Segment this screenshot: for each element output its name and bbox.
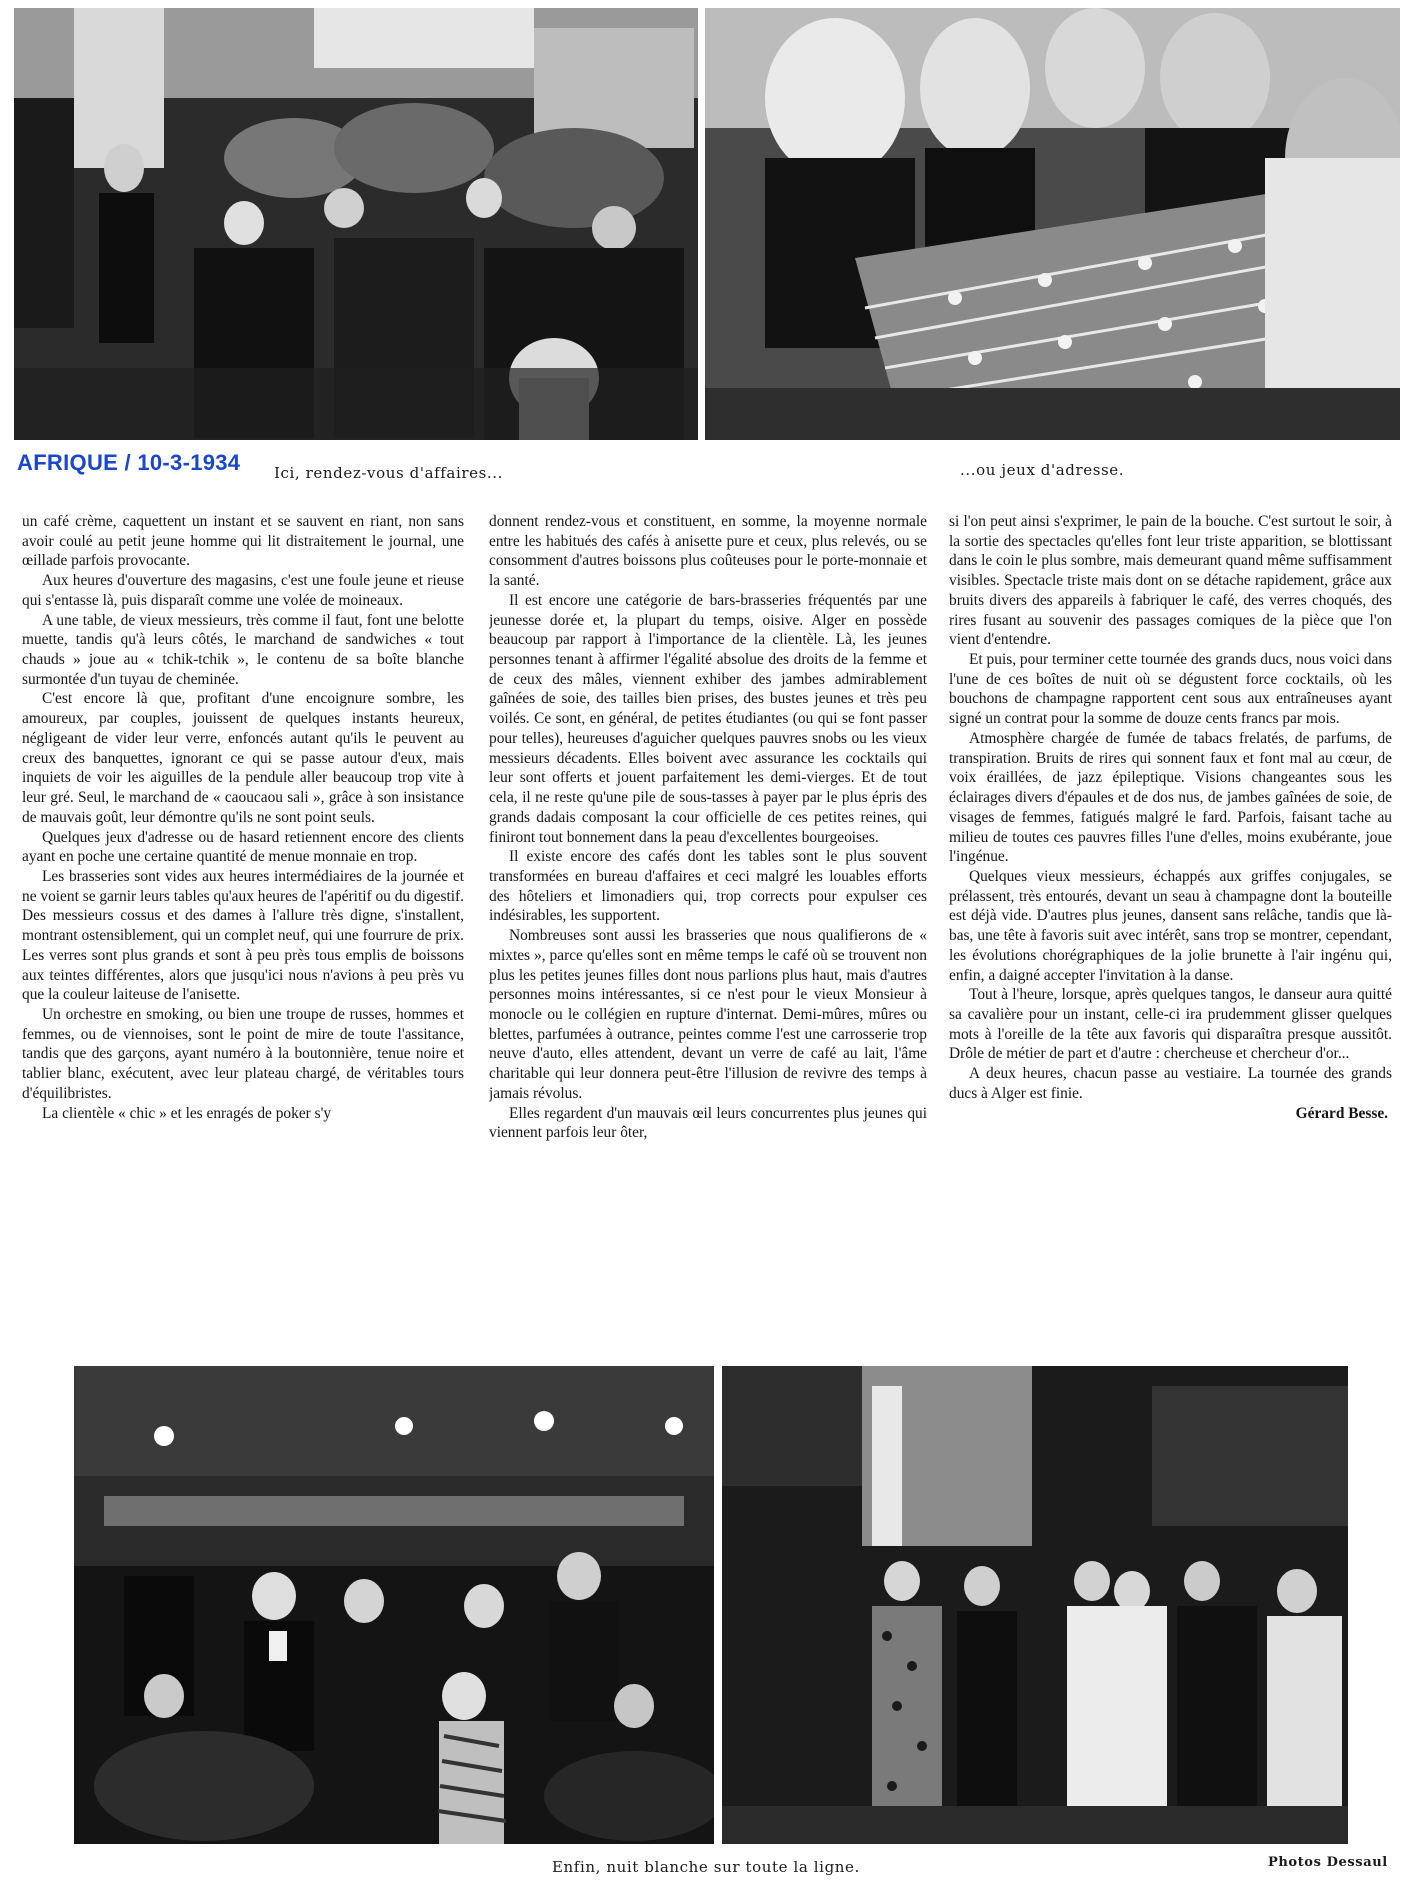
paragraph: Un orchestre en smoking, ou bien une troupe de russes, hommes et femmes, ou de viennoises, sont le point de mire de toute l'assitance, tandis que des garçons, ayant numéro à la boutonnière, tenue noire et tablier blanc, exécutent, avec leur plateau chargé, de véritables tours d'équilibristes. — [22, 1005, 464, 1102]
paragraph: Quelques vieux messieurs, échappés aux griffes conjugales, se prélassent, très entourés, devant un seau à champagne dont la bouteille est déjà vide. D'autres plus jeunes, dansent sans relâche, tandis que là-bas, une tête à favoris suit avec intérêt, sans trop se montrer, cependant, les évolutions chorégraphiques de la jolie brunette à l'air ingénu qui, enfin, a daigné accepter l'invitation à la danse. — [949, 867, 1392, 984]
paragraph: C'est encore là que, profitant d'une encoignure sombre, les amoureux, par couples, jouissent de quelques instants heureux, négligeant de vider leur verre, enfoncés autant qu'ils le peuvent au creux des banquettes, ignorant ce qui se passe autour d'eux, mais inquiets de voir les aiguilles de la pendule aller beaucoup trop vite à leur gré. Seul, le marchand de « caoucaou sali », grâce à son insistance de mauvais goût, leur démontre qu'ils ne sont point seuls. — [22, 690, 464, 826]
paragraph: A deux heures, chacun passe au vestiaire. La tournée des grands ducs à Alger est finie. — [949, 1065, 1392, 1102]
paragraph: un café crème, caquettent un instant et se sauvent en riant, non sans avoir coulé au petit jeune homme qui lit distraitement le journal, une œillade parfois provocante. — [22, 513, 464, 570]
caption-bottom: Enfin, nuit blanche sur toute la ligne. — [552, 1858, 860, 1876]
caption-top-right: ...ou jeux d'adresse. — [960, 461, 1125, 479]
paragraph: Atmosphère chargée de fumée de tabacs frelatés, de parfums, de transpiration. Bruits de rires qui sonnent faux et font mal au cœur, de voix éraillées, de jazz épileptique. Visions changeantes sous les éclairages divers d'épaules et de dos nus, de jambes gaînées de soie, de visages de femmes, fatigués malgré le fard. Parfois, faisant tache au milieu de toutes ces pauvres filles l'une d'elles, moins exubérante, joue l'ingénue. — [949, 729, 1392, 866]
photo-nightclub-tables — [74, 1366, 714, 1844]
paragraph: Et puis, pour terminer cette tournée des grands ducs, nous voici dans l'une de ces boîtes de nuit où se dégustent force cocktails, où les bouchons de champagne rapportent cent sous aux entraîneuses ayant signé un contrat pour la somme de douze cents francs par mois. — [949, 651, 1392, 728]
photo-credit: Photos Dessaul — [1268, 1855, 1388, 1870]
source-date-label: AFRIQUE / 10-3-1934 — [17, 450, 241, 475]
caption-top-left: Ici, rendez-vous d'affaires... — [274, 464, 504, 482]
paragraph: si l'on peut ainsi s'exprimer, le pain de la bouche. C'est surtout le soir, à la sortie des spectacles qu'elles font leur triste apparition, se blottissant dans le coin le plus sombre, mais demeurant quand même suffisamment visibles. Spectacle triste mais dont on se détache rapidement, grâce aux bruits divers des appareils à fabriquer le café, des verres choqués, des rires fusant au souvenir des passages comiques de la pièce que l'on vient d'entendre. — [949, 513, 1392, 649]
photo-cafe-crowd — [14, 8, 698, 440]
paragraph: Elles regardent d'un mauvais œil leurs concurrentes plus jeunes qui viennent parfois leur ôter, — [489, 1104, 927, 1142]
article-column-3 — [949, 512, 1392, 1329]
paragraph: A une table, de vieux messieurs, très comme il faut, font une belotte muette, tandis qu'à leurs côtés, le marchand de sandwiches « tout chauds » joue au « tchik-tchik », le contenu de sa boîte blanche surmontée d'un tuyau de cheminée. — [22, 611, 464, 688]
article-column-1 — [22, 512, 464, 1329]
paragraph: Quelques jeux d'adresse ou de hasard retiennent encore des clients ayant en poche une certaine quantité de menue monnaie en trop. — [22, 828, 464, 866]
article-column-2 — [489, 512, 927, 1329]
paragraph: La clientèle « chic » et les enragés de poker s'y — [42, 1104, 332, 1122]
paragraph: Tout à l'heure, lorsque, après quelques tangos, le danseur aura quitté sa cavalière pour un instant, celle-ci ira prudemment glisser quelques mots à l'oreille de la tête aux favoris qui disparaîtra presque aussitôt. Drôle de métier de part et d'autre : chercheuse et chercheur d'or... — [949, 986, 1392, 1063]
paragraph: donnent rendez-vous et constituent, en somme, la moyenne normale entre les habitués des cafés à anisette pure et ceux, plus relevés, ou se consomment d'autres boissons plus coûteuses pour le porte-monnaie et la santé. — [489, 513, 927, 590]
photo-dancing-couples — [722, 1366, 1348, 1844]
author-signature: Gérard Besse. — [1295, 1104, 1388, 1122]
photo-foosball-game — [705, 8, 1400, 440]
paragraph: Il existe encore des cafés dont les tables sont le plus souvent transformées en bureau d'affaires et ceci malgré les louables efforts des hôteliers et limonadiers qui, trop corrects pour expulser ces indésirables, les supportent. — [489, 848, 927, 925]
paragraph: Il est encore une catégorie de bars-brasseries fréquentés par une jeunesse dorée et, la plupart du temps, oisive. Alger en possède beaucoup par rapport à l'importance de la clientèle. Là, les jeunes personnes tenant à affirmer l'égalité absolue des droits de la femme et de ceux des mâles, viennent exhiber des jambes admirablement gaînées de soie, des tailles bien prises, des bustes jeunes et très peu voilés. Ce sont, en général, de petites étudiantes (ou qui se font passer pour telles), heureuses d'aguicher quelques pauvres snobs ou les vieux messieurs décadents. Elles boivent avec assurance les cocktails qui leur sont offerts et jouent parfaitement les demi-vierges. Et de tout cela, il ne reste qu'une pile de sous-tasses à payer par le plus épris des grands dadais composant la cour officielle de ces petites reines, qui finiront tout bonnement dans la peau d'excellentes bourgeoises. — [489, 591, 927, 846]
paragraph: Les brasseries sont vides aux heures intermédiaires de la journée et ne voient se garnir leurs tables qu'aux heures de l'apéritif ou du digestif. Des messieurs cossus et des dames à l'allure très digne, s'installent, montrant ostensiblement, qui un complet neuf, qui une fourrure de prix. Les verres sont plus grands et sont à peu près tous emplis de boissons aux teintes différentes, alors que jusqu'ici nous n'avions à peu près vu que la couleur laiteuse de l'anisette. — [22, 867, 464, 1004]
paragraph: Nombreuses sont aussi les brasseries que nous qualifierons de « mixtes », parce qu'elles sont en même temps le café où se trouvent non plus les petites jeunes filles dont nous parlions plus haut, mais d'autres personnes moins intéressantes, si ce n'est pour le vieux Monsieur à monocle ou le collégien en rupture d'internat. Demi-mûres, mûres ou blettes, parfumées à outrance, peintes comme l'est une carrosserie trop neuve d'auto, elles attendent, devant un verre de café au lait, l'âme charitable qui leur donnera peut-être l'illusion de revivre des temps à jamais révolus. — [489, 927, 927, 1102]
paragraph: Aux heures d'ouverture des magasins, c'est une foule jeune et rieuse qui s'entasse là, puis disparaît comme une volée de moineaux. — [22, 572, 464, 609]
